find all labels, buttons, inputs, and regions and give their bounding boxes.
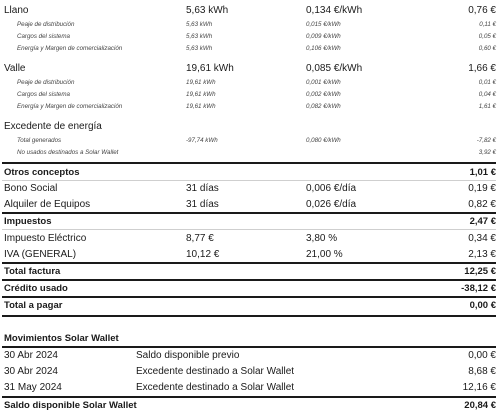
item-qty: 31 días (186, 199, 219, 210)
sub-price: 0,009 €/kWh (306, 33, 341, 40)
wallet-saldo-amount: 20,84 € (464, 400, 496, 411)
llano-price: 0,134 €/kWh (306, 5, 363, 16)
divider (2, 212, 496, 214)
item-qty: 10,12 € (186, 249, 220, 260)
excedente-label: Excedente de energía (4, 121, 102, 132)
item-amount: 0,82 € (468, 199, 496, 210)
item-price: 0,026 €/día (306, 199, 357, 210)
sub-amount: 0,60 € (478, 45, 496, 52)
sub-qty: -97,74 kWh (186, 137, 218, 144)
sub-amount: 3,92 € (478, 149, 496, 156)
sub-label: Cargos del sistema (17, 91, 70, 98)
sub-price: 0,080 €/kWh (306, 137, 341, 144)
wallet-desc: Excedente destinado a Solar Wallet (136, 366, 295, 377)
sub-amount: 0,04 € (478, 91, 496, 98)
impuestos-label: Impuestos (4, 216, 52, 227)
divider (2, 162, 496, 164)
valle-label: Valle (4, 63, 26, 74)
divider (2, 279, 496, 281)
item-price: 21,00 % (306, 249, 343, 260)
valle-amount: 1,66 € (468, 63, 496, 74)
sub-qty: 5,63 kWh (186, 21, 213, 28)
item-label: IVA (GENERAL) (4, 249, 77, 260)
sub-label: Energía y Margen de comercialización (17, 103, 123, 110)
sub-label: Cargos del sistema (17, 33, 70, 40)
divider (2, 262, 496, 264)
sub-qty: 19,61 kWh (186, 79, 216, 86)
total-pagar-amount: 0,00 € (469, 300, 496, 311)
sub-amount: 0,01 € (478, 79, 496, 86)
wallet-amount: 12,16 € (462, 382, 496, 393)
divider (2, 296, 496, 298)
divider (2, 315, 496, 317)
divider (2, 229, 496, 230)
item-price: 3,80 % (306, 233, 338, 244)
wallet-date: 31 May 2024 (4, 382, 62, 393)
sub-qty: 5,63 kWh (186, 33, 213, 40)
wallet-desc: Saldo disponible previo (136, 350, 240, 361)
item-qty: 8,77 € (186, 233, 214, 244)
wallet-amount: 0,00 € (468, 350, 496, 361)
sub-qty: 5,63 kWh (186, 45, 213, 52)
sub-price: 0,002 €/kWh (306, 91, 341, 98)
sub-amount: 0,05 € (478, 33, 496, 40)
wallet-desc: Excedente destinado a Solar Wallet (136, 382, 295, 393)
otros-amount: 1,01 € (469, 167, 496, 178)
wallet-amount: 8,68 € (468, 366, 496, 377)
sub-label: Energía y Margen de comercialización (17, 45, 123, 52)
item-label: Alquiler de Equipos (4, 199, 91, 210)
wallet-saldo-label: Saldo disponible Solar Wallet (4, 400, 137, 411)
sub-price: 0,001 €/kWh (306, 79, 341, 86)
sub-amount: -7,82 € (476, 137, 496, 144)
sub-price: 0,082 €/kWh (306, 103, 341, 110)
item-amount: 2,13 € (468, 249, 496, 260)
item-label: Bono Social (4, 183, 58, 194)
item-price: 0,006 €/día (306, 183, 357, 194)
sub-label: Peaje de distribución (17, 21, 75, 28)
sub-qty: 19,61 kWh (186, 91, 216, 98)
sub-label: Total generados (17, 137, 62, 144)
valle-qty: 19,61 kWh (186, 63, 234, 74)
sub-qty: 19,61 kWh (186, 103, 216, 110)
llano-amount: 0,76 € (468, 5, 496, 16)
llano-label: Llano (4, 5, 29, 16)
item-amount: 0,34 € (468, 233, 496, 244)
sub-price: 0,106 €/kWh (306, 45, 341, 52)
divider (2, 180, 496, 181)
divider (2, 346, 496, 348)
impuestos-amount: 2,47 € (469, 216, 496, 227)
credito-label: Crédito usado (4, 283, 68, 294)
total-factura-label: Total factura (4, 266, 61, 277)
item-label: Impuesto Eléctrico (4, 233, 87, 244)
sub-price: 0,015 €/kWh (306, 21, 341, 28)
wallet-date: 30 Abr 2024 (4, 350, 58, 361)
wallet-title: Movimientos Solar Wallet (4, 333, 119, 344)
credito-amount: -38,12 € (461, 283, 496, 294)
total-factura-amount: 12,25 € (464, 266, 496, 277)
item-qty: 31 días (186, 183, 219, 194)
wallet-date: 30 Abr 2024 (4, 366, 58, 377)
divider (2, 396, 496, 398)
sub-label: No usados destinados a Solar Wallet (17, 149, 119, 156)
sub-amount: 0,11 € (479, 21, 496, 28)
sub-amount: 1,61 € (478, 103, 496, 110)
item-amount: 0,19 € (468, 183, 496, 194)
otros-label: Otros conceptos (4, 167, 80, 178)
total-pagar-label: Total a pagar (4, 300, 63, 311)
valle-price: 0,085 €/kWh (306, 63, 363, 74)
llano-qty: 5,63 kWh (186, 5, 229, 16)
sub-label: Peaje de distribución (17, 79, 75, 86)
